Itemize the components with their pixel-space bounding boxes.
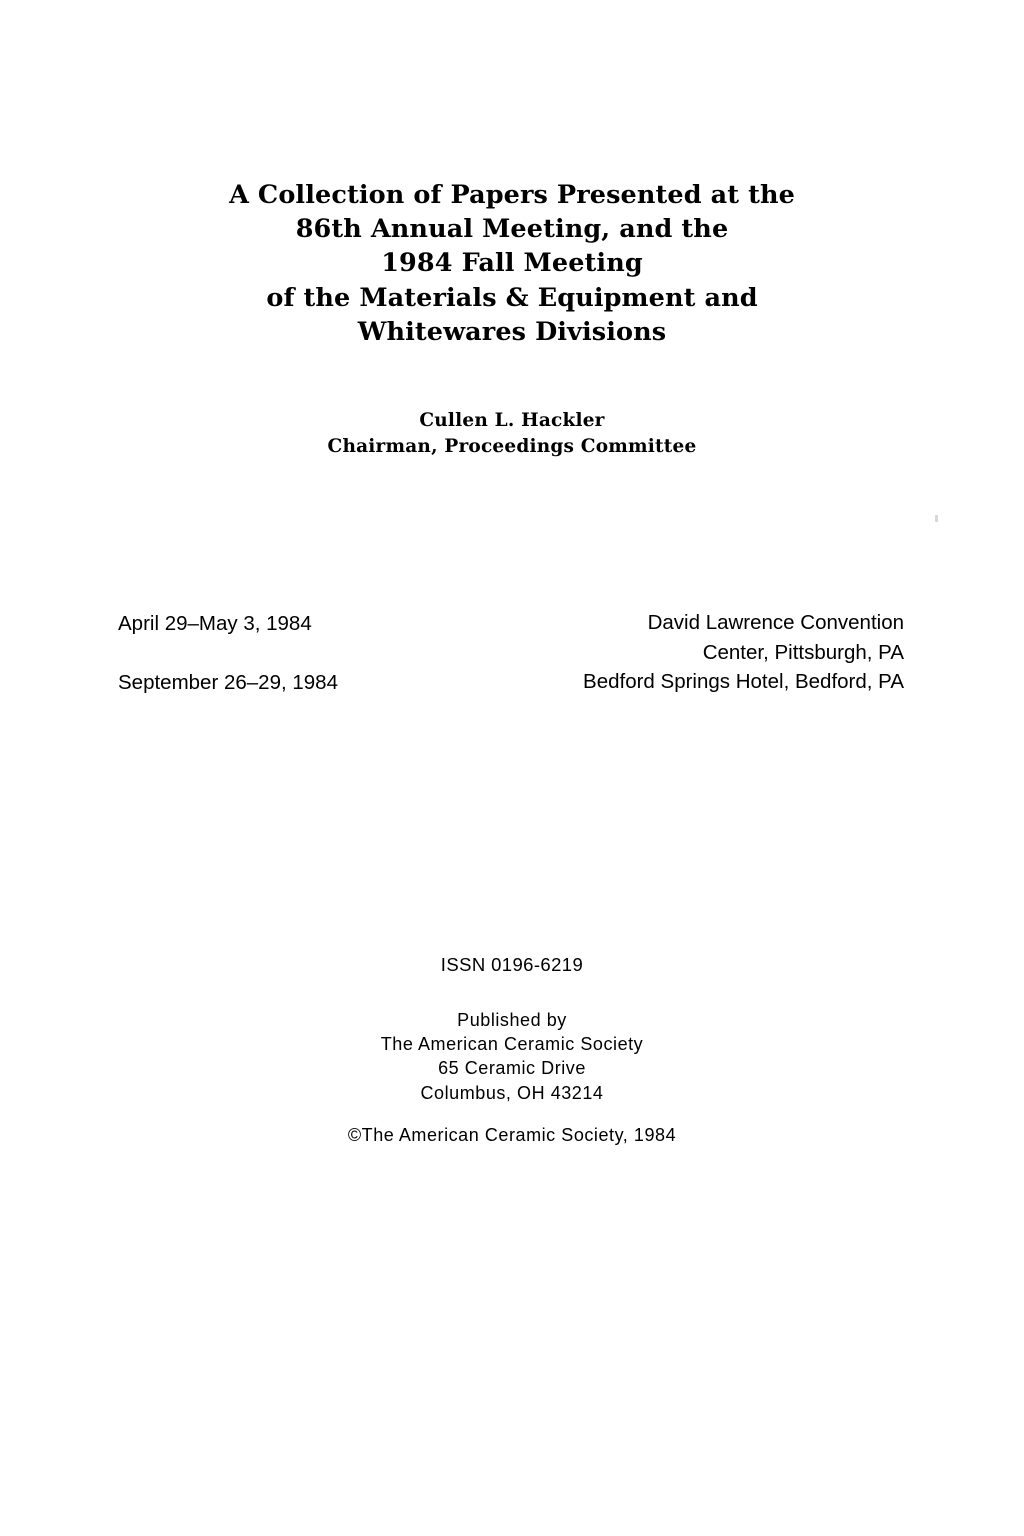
author-role: Chairman, Proceedings Committee [327,435,697,457]
meeting-venue-line-2: Center, Pittsburgh, PA [702,640,904,664]
copyright-notice: ©The American Ceramic Society, 1984 [347,1125,677,1145]
meeting-dates-column [118,608,338,697]
publisher-city-state-zip: Columbus, OH 43214 [420,1082,604,1103]
title-line-3: 1984 Fall Meeting [381,248,643,279]
title-line-5: Whitewares Divisions [357,316,667,347]
meeting-venue-line-3: Bedford Springs Hotel, Bedford, PA [583,670,904,693]
scan-artifact-speck [935,515,938,522]
meeting-date-1: April 29–May 3, 1984 [118,612,312,635]
title-line-2: 86th Annual Meeting, and the [295,214,729,245]
publisher-name: The American Ceramic Society [380,1034,644,1055]
meeting-venues-column [583,608,904,697]
publisher-block [0,1008,1024,1105]
meeting-details [118,608,904,697]
title-line-4: of the Materials & Equipment and [266,282,758,313]
issn-number: ISSN 0196-6219 [440,954,584,975]
author-name: Cullen L. Hackler [419,410,605,431]
author-block [0,408,1024,459]
page-title [0,178,1024,349]
meeting-venue-line-1: David Lawrence Convention [647,611,904,634]
publisher-street: 65 Ceramic Drive [438,1058,586,1079]
meeting-date-2: September 26–29, 1984 [118,670,338,694]
title-line-1: A Collection of Papers Presented at the [229,180,795,210]
dates-spacer [118,639,338,668]
published-by-label: Published by [457,1010,567,1030]
